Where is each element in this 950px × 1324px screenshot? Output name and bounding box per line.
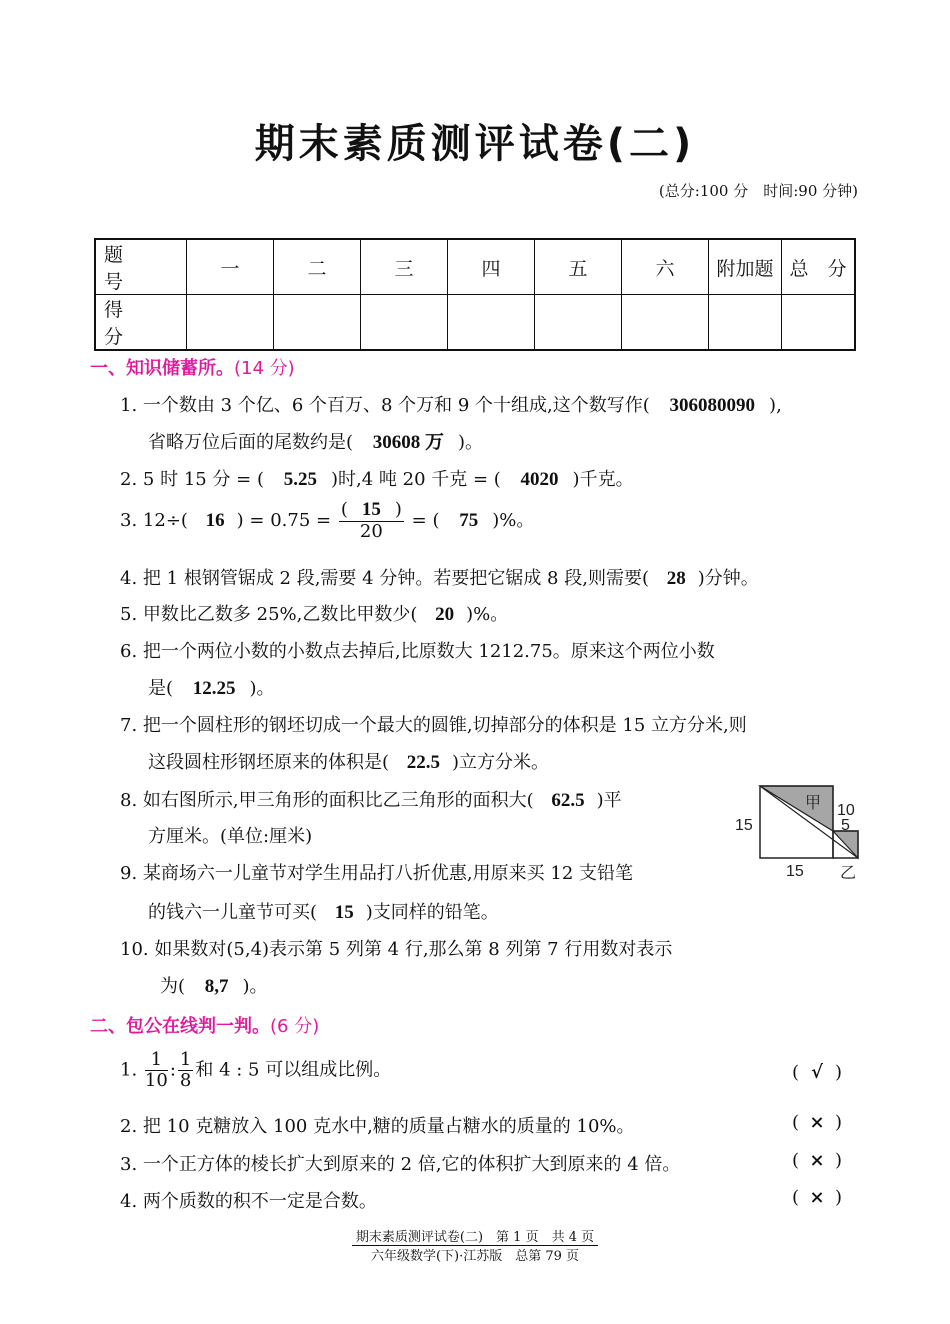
question-number: 1. — [120, 395, 138, 416]
answer: 75 — [459, 509, 479, 531]
question-3 — [120, 500, 534, 542]
judge-question-3 — [120, 1150, 680, 1176]
triangle-yi — [833, 831, 858, 858]
section1-title: 一、知识储蓄所。 — [90, 358, 234, 379]
question-number: 6. — [120, 641, 138, 662]
question-1-line1 — [120, 391, 782, 417]
question-number: 4. — [120, 1191, 138, 1212]
question-1-line2 — [148, 427, 483, 454]
section1-points: (14 分) — [234, 358, 295, 379]
score-cell — [360, 295, 447, 351]
question-text: )%。 — [492, 509, 535, 531]
question-text: )。 — [249, 678, 275, 699]
judge-question-1 — [120, 1050, 391, 1091]
score-header-row — [95, 239, 855, 295]
fraction-denominator: 8 — [179, 1069, 192, 1091]
question-number: 5. — [120, 604, 138, 625]
question-10-line1 — [120, 935, 672, 961]
fraction-1-8 — [178, 1050, 193, 1091]
question-number: 2. — [120, 469, 138, 490]
answer: 28 — [666, 568, 686, 589]
question-text: )。 — [242, 976, 268, 997]
section1-heading — [90, 354, 295, 380]
judge-mark: × — [809, 1187, 825, 1208]
judge-question-2 — [120, 1112, 635, 1138]
fraction-denominator: 20 — [359, 520, 383, 542]
fraction-numerator: 1 — [179, 1049, 192, 1070]
answer: 20 — [435, 604, 455, 625]
exam-meta: (总分:100 分 时间:90 分钟) — [658, 182, 858, 200]
answer: 15 — [334, 902, 354, 923]
score-cell — [447, 295, 534, 351]
judge-answer-2: ( × ) — [792, 1112, 843, 1133]
score-cell — [621, 295, 708, 351]
fraction-numerator — [339, 500, 404, 522]
question-text: 甲数比乙数多 25%,乙数比甲数少( — [142, 604, 418, 625]
question-10-line2 — [160, 972, 268, 998]
score-table — [94, 238, 856, 351]
question-9-line1 — [120, 859, 633, 885]
question-text: 把 1 根钢管锯成 2 段,需要 4 分钟。若要把它锯成 8 段,则需要( — [142, 568, 649, 589]
judge-answer-4: ( × ) — [792, 1187, 843, 1208]
question-4 — [120, 564, 759, 590]
answer: 5.25 — [283, 469, 317, 490]
question-number: 2. — [120, 1116, 138, 1137]
triangle-figure — [733, 783, 863, 883]
question-text: 12÷( — [142, 509, 188, 531]
question-5 — [120, 600, 508, 626]
answer: 62.5 — [551, 790, 585, 811]
footer-line1 — [0, 1226, 950, 1245]
question-6-line2 — [148, 674, 275, 700]
question-text: 5 时 15 分 = ( — [142, 469, 264, 490]
judge-mark: × — [809, 1112, 825, 1133]
answer: 4020 — [520, 469, 559, 490]
triangle-jia — [760, 786, 833, 831]
score-label-cell: 得 分 — [95, 295, 187, 351]
question-8-line1 — [120, 786, 622, 812]
question-text: )分钟。 — [697, 568, 759, 589]
header-cell: 三 — [360, 239, 447, 295]
question-text: 如右图所示,甲三角形的面积比乙三角形的面积大( — [142, 790, 534, 811]
question-text: ) = 0.75 = — [236, 509, 332, 531]
judge-answer-3: ( × ) — [792, 1150, 843, 1171]
label-left-15: 15 — [735, 817, 753, 834]
question-number: 7. — [120, 715, 138, 736]
score-cell — [274, 295, 361, 351]
question-text: )%。 — [466, 604, 509, 625]
question-number: 3. — [120, 1154, 138, 1175]
question-text: )。 — [458, 432, 484, 453]
question-text: )支同样的铅笔。 — [365, 902, 499, 923]
ratio-colon: : — [169, 1059, 176, 1081]
score-cell — [782, 295, 856, 351]
question-8-line2 — [148, 822, 312, 848]
question-text: = ( — [411, 509, 440, 531]
question-number: 3. — [120, 509, 138, 531]
paren: ( — [340, 499, 348, 520]
question-number: 10. — [120, 939, 149, 960]
question-text: )平 — [596, 790, 622, 811]
question-number: 8. — [120, 790, 138, 811]
question-text: 的钱六一儿童节可买( — [148, 902, 318, 923]
header-cell: 二 — [274, 239, 361, 295]
footer-text: 六年级数学(下)·江苏版 总第 79 页 — [370, 1249, 580, 1264]
score-cell — [534, 295, 621, 351]
header-cell: 五 — [534, 239, 621, 295]
question-text: 省略万位后面的尾数约是( — [148, 432, 354, 453]
question-9-line2 — [148, 898, 499, 924]
fraction-1-10 — [145, 1050, 168, 1091]
question-7-line2 — [148, 748, 549, 774]
question-6-line1 — [120, 637, 715, 663]
label-yi: 乙 — [840, 865, 857, 882]
question-number: 1. — [120, 1059, 138, 1081]
answer: 22.5 — [406, 752, 441, 773]
question-text: 某商场六一儿童节对学生用品打八折优惠,用原来买 12 支铅笔 — [142, 863, 633, 884]
judge-question-4 — [120, 1187, 377, 1213]
question-text: 把一个圆柱形的钢坯切成一个最大的圆锥,切掉部分的体积是 15 立方分米,则 — [142, 715, 747, 736]
score-cell — [187, 295, 274, 351]
question-text: 两个质数的积不一定是合数。 — [142, 1191, 377, 1212]
question-text: 把 10 克糖放入 100 克水中,糖的质量占糖水的质量的 10%。 — [142, 1116, 635, 1137]
footer-text: 期末素质测评试卷(二) 第 1 页 共 4 页 — [352, 1230, 598, 1246]
question-number: 9. — [120, 863, 138, 884]
fraction-denominator: 10 — [144, 1069, 168, 1091]
score-value-row — [95, 295, 855, 351]
paren: ) — [394, 499, 402, 520]
judge-mark: √ — [811, 1062, 823, 1083]
judge-mark: × — [809, 1150, 825, 1171]
fraction — [339, 500, 404, 542]
question-text: ), — [769, 395, 782, 416]
question-text: 一个数由 3 个亿、6 个百万、8 个万和 9 个十组成,这个数写作( — [142, 395, 650, 416]
question-text: 如果数对(5,4)表示第 5 列第 4 行,那么第 8 列第 7 行用数对表示 — [154, 939, 673, 960]
question-2 — [120, 465, 634, 491]
question-text: 一个正方体的棱长扩大到原来的 2 倍,它的体积扩大到原来的 4 倍。 — [142, 1154, 681, 1175]
question-text: 这段圆柱形钢坯原来的体积是( — [148, 752, 390, 773]
header-cell: 附加题 — [709, 239, 782, 295]
section2-heading — [90, 1012, 319, 1038]
score-cell — [709, 295, 782, 351]
question-text: )时,4 吨 20 千克 = ( — [330, 469, 501, 490]
footer-line2 — [0, 1245, 950, 1264]
header-cell: 总 分 — [782, 239, 856, 295]
question-text: )立方分米。 — [452, 752, 550, 773]
header-cell: 六 — [621, 239, 708, 295]
question-text: 和 4 : 5 可以组成比例。 — [195, 1059, 392, 1081]
label-bottom-15: 15 — [786, 863, 804, 880]
fraction-numerator: 1 — [145, 1050, 168, 1071]
question-7-line1 — [120, 711, 747, 737]
question-text: 方厘米。(单位:厘米) — [148, 826, 313, 847]
section2-points: (6 分) — [270, 1016, 320, 1037]
page-title: 期末素质测评试卷(二) — [254, 121, 696, 167]
question-text: 把一个两位小数的小数点去掉后,比原数大 1212.75。原来这个两位小数 — [142, 641, 715, 662]
question-text: 为( — [160, 976, 186, 997]
judge-answer-1: ( √ ) — [792, 1062, 843, 1083]
answer: 15 — [361, 499, 381, 520]
label-right-5: 5 — [841, 817, 850, 834]
question-text: )千克。 — [572, 469, 634, 490]
section2-title: 二、包公在线判一判。 — [90, 1016, 270, 1037]
label-jia: 甲 — [805, 795, 822, 812]
header-cell: 一 — [187, 239, 274, 295]
answer: 8,7 — [204, 976, 229, 997]
answer: 12.25 — [192, 678, 236, 699]
answer: 16 — [205, 509, 225, 531]
header-cell: 题 号 — [95, 239, 187, 295]
label-right-10: 10 — [837, 802, 855, 819]
answer: 306080090 — [669, 395, 756, 416]
header-cell: 四 — [447, 239, 534, 295]
question-number: 4. — [120, 568, 138, 589]
answer: 30608 万 — [372, 432, 445, 453]
question-text: 是( — [148, 678, 174, 699]
